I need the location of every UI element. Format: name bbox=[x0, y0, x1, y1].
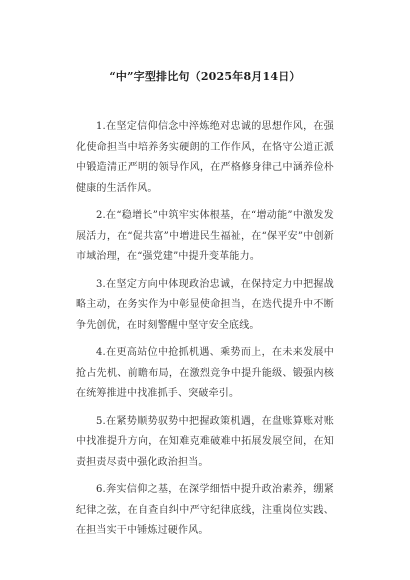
paragraph-5: 5.在紧势顺势驭势中把握政策机遇，在盘账算账对账中找准提升方向，在知难克难破难中拓展发展空间，在知责担责尽责中强化政治担当。 bbox=[76, 415, 334, 468]
document-title: “中”字型排比句（2025年8月14日） bbox=[109, 70, 301, 83]
paragraph-4: 4.在更高站位中抢抓机遇、乘势而上，在未来发展中抢占先机、前瞻布局，在激烈竞争中提升能级、锻强内核在统筹推进中找准抓手、突破牵引。 bbox=[76, 347, 334, 399]
paragraph-2: 2.在“稳增长”中筑牢实体根基，在“增动能”中激发发展活力，在“促共富”中增进民生福祉，在“保平安”中创新市域治理，在“强党建”中提升变革能力。 bbox=[76, 210, 334, 262]
document-body bbox=[76, 117, 334, 549]
paragraph-3: 3.在坚定方向中体现政治忠诚，在保持定力中把握战略主动，在务实作为中彰显使命担当，在迭代提升中不断争先创优，在时刻警醒中坚守安全底线。 bbox=[76, 278, 334, 331]
paragraph-1: 1.在坚定信仰信念中淬炼绝对忠诚的思想作风，在强化使命担当中培养务实硬朗的工作作风，在恪守公道正派中锻造清正严明的领导作风，在严格修身律己中涵养俭朴健康的生活作风。 bbox=[76, 121, 334, 194]
paragraph-6: 6.奔实信仰之基，在深学细悟中提升政治素养，绷紧纪律之弦，在自查自纠中严守纪律底线，注重岗位实践、在担当实干中锤炼过硬作风。 bbox=[76, 484, 334, 536]
